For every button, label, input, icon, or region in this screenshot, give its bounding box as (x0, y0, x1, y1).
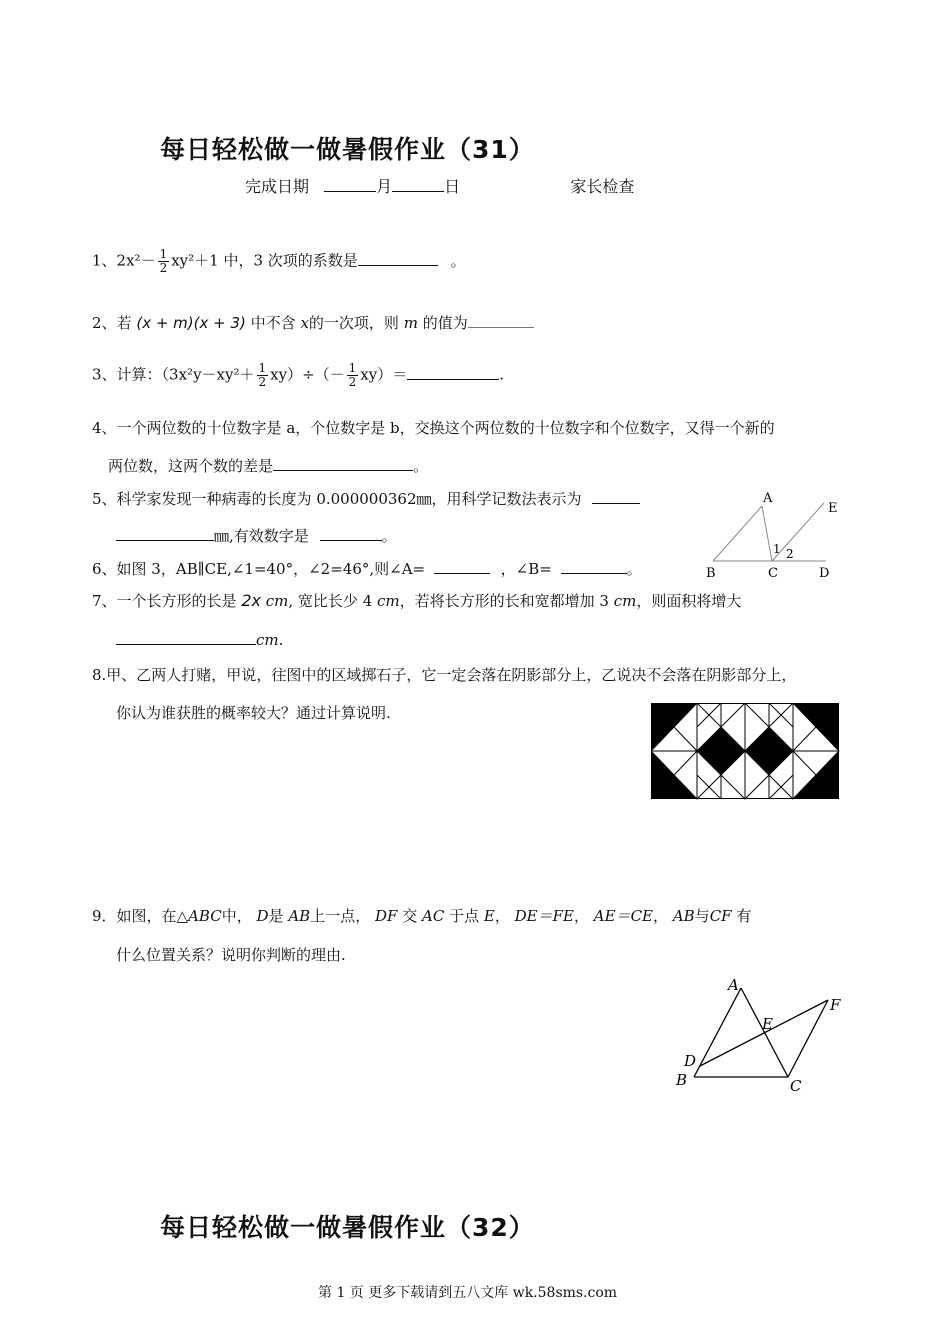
next-page-title: 每日轻松做一做暑假作业（32） (160, 1213, 535, 1242)
q2-text-b: 中不含 (250, 314, 296, 332)
q9-equation-2: AE＝CE (593, 907, 654, 925)
figure-3 (700, 488, 850, 583)
q5-text: 5、科学家发现一种病毒的长度为 0.000000362㎜，用科学记数法表示为 (92, 490, 582, 508)
q2-var-x: x (300, 314, 309, 332)
question-3 (92, 362, 504, 389)
q8-line-1: 8.甲、乙两人打赌，甲说，往图中的区域掷石子，它一定会落在阴影部分上，乙说决不会落在阴影部分上， (92, 666, 797, 684)
question-2 (92, 312, 534, 333)
q9-separator-2: ， (653, 907, 669, 925)
q2-var-m: m (403, 314, 418, 332)
q6-text-a: 6、如图 3，AB∥CE,∠1=40°，∠2=46°,则∠A= (92, 560, 426, 578)
q9-point-e: E (483, 907, 495, 925)
q9-text-d: 上一点， (310, 907, 371, 925)
q3-end: . (499, 365, 505, 384)
q7-unit-2: cm (377, 592, 400, 610)
q9-text-c: 是 (268, 907, 284, 925)
q3-tail: xy）＝ (360, 365, 408, 384)
question-1 (92, 248, 466, 275)
q5-line-2 (116, 525, 397, 546)
q7-answer-blank[interactable] (116, 630, 256, 645)
fig9-label-f: F (830, 996, 841, 1014)
q7-length-value: 2x (241, 591, 261, 610)
q7-end: . (278, 631, 284, 649)
q6-end: 。 (626, 560, 642, 578)
q7-text-c: ，若将长方形的长和宽都增加 3 (399, 592, 609, 610)
q2-text-a: 若 (116, 314, 132, 332)
q1-tail: xy²＋1 中，3 次项的系数是 (171, 251, 358, 270)
fig9-label-b: B (676, 1071, 688, 1089)
page-title: 每日轻松做一做暑假作业（31） (160, 135, 535, 164)
fig3-label-c: C (768, 566, 778, 581)
q6-text-b: ，∠B= (500, 560, 552, 578)
question-6 (92, 558, 642, 579)
q7-text-b: , 宽比长少 4 (288, 592, 373, 610)
q2-text-c: 的一次项，则 (308, 314, 399, 332)
question-7 (92, 590, 741, 611)
q7-unit: cm (265, 592, 289, 610)
parent-check-label: 家长检查 (570, 177, 635, 196)
subtitle-row (245, 174, 634, 197)
q1-number: 1、 (92, 251, 117, 270)
fig3-angle-1: 1 (773, 542, 781, 556)
q9-segment-ab: AB (288, 907, 311, 925)
figure-9-triangle (670, 970, 860, 1100)
fig9-label-e: E (762, 1015, 773, 1033)
q6-answer-blank-a[interactable] (434, 559, 490, 574)
q7-end-unit: cm (256, 631, 279, 649)
date-label: 完成日期 (245, 177, 310, 196)
q6-answer-blank-b[interactable] (561, 559, 627, 574)
q1-fraction: $\frac{1}{2}$ (159, 247, 168, 275)
q7-unit-3: cm (613, 592, 637, 610)
q4-answer-blank[interactable] (273, 456, 413, 471)
q5-end: 。 (381, 527, 397, 545)
q9-text-f: 于点 (449, 907, 480, 925)
q9-text-a: 9．如图，在△ (92, 907, 189, 925)
q3-fraction-1: $\frac{1}{2}$ (258, 361, 267, 389)
q9-text-h: 与 (694, 907, 710, 925)
fig3-angle-2: 2 (786, 547, 794, 561)
q1-answer-blank[interactable] (358, 251, 438, 266)
q4-line-2 (108, 455, 428, 476)
q2-text-d: 的值为 (422, 314, 468, 332)
fig9-label-a: A (728, 976, 739, 994)
page-footer: 第 1 页 更多下载请到五八文库 wk.58sms.com (318, 1285, 618, 1301)
q2-expression: (x + m)(x + 3) (136, 314, 246, 332)
q9-point-d: D (256, 907, 269, 925)
q2-number: 2、 (92, 314, 117, 332)
q9-separator-1: ， (574, 907, 590, 925)
fig3-label-d: D (819, 566, 830, 581)
fig3-label-a: A (763, 491, 773, 506)
q4-line-1: 4、一个两位数的十位数字是 a，个位数字是 b，交换这个两位数的十位数字和个位数字，又得一个新的 (92, 419, 775, 437)
q5-answer-blank-1b[interactable] (116, 526, 214, 541)
q7-line-2 (116, 630, 283, 649)
q9-segment-cf: CF (709, 907, 732, 925)
q7-text-a: 7、一个长方形的长是 (92, 592, 237, 610)
q9-segment-ac: AC (422, 907, 445, 925)
q3-mid: xy）÷（－ (270, 365, 345, 384)
day-label: 日 (444, 177, 461, 196)
q5-answer-blank-2[interactable] (320, 526, 382, 541)
q9-equation-1: DE＝FE (514, 907, 574, 925)
fig9-label-d: D (684, 1052, 697, 1070)
q9-text-e: 交 (402, 907, 418, 925)
fig3-label-b: B (706, 566, 716, 581)
q9-triangle: ABC (188, 907, 222, 925)
shaded-region-figure (651, 703, 841, 801)
day-blank[interactable] (392, 177, 444, 192)
q1-lead: 2x²－ (116, 251, 156, 270)
q9-text-i: 有 (736, 907, 752, 925)
q1-end: 。 (450, 251, 466, 270)
q9-text-g: ， (494, 907, 510, 925)
q3-fraction-2: $\frac{1}{2}$ (348, 361, 357, 389)
q2-answer-blank[interactable] (468, 313, 534, 328)
q5-line-2-text: ㎜,有效数字是 (214, 527, 309, 545)
q5-answer-blank-1[interactable] (592, 489, 640, 504)
q9-segment-df: DF (375, 907, 398, 925)
q9-text-b: 中， (221, 907, 252, 925)
q3-lead: 计算：（3x²y－xy²＋ (116, 365, 255, 384)
month-label: 月 (376, 177, 393, 196)
q5-line-1 (92, 488, 640, 509)
fig3-label-e: E (828, 501, 838, 516)
q8-line-2: 你认为谁获胜的概率较大？通过计算说明. (116, 704, 391, 722)
fig9-label-c: C (790, 1077, 802, 1095)
q4-end: 。 (413, 457, 429, 475)
q3-number: 3、 (92, 365, 117, 384)
q3-answer-blank[interactable] (407, 365, 499, 380)
q9-line-2: 什么位置关系？说明你判断的理由. (116, 946, 346, 964)
q4-line-2-text: 两位数，这两个数的差是 (108, 457, 274, 475)
month-blank[interactable] (324, 177, 376, 192)
q9-segment-ab-2: AB (672, 907, 695, 925)
q7-text-d: ，则面积将增大 (636, 592, 742, 610)
q9-line-1 (92, 905, 751, 926)
